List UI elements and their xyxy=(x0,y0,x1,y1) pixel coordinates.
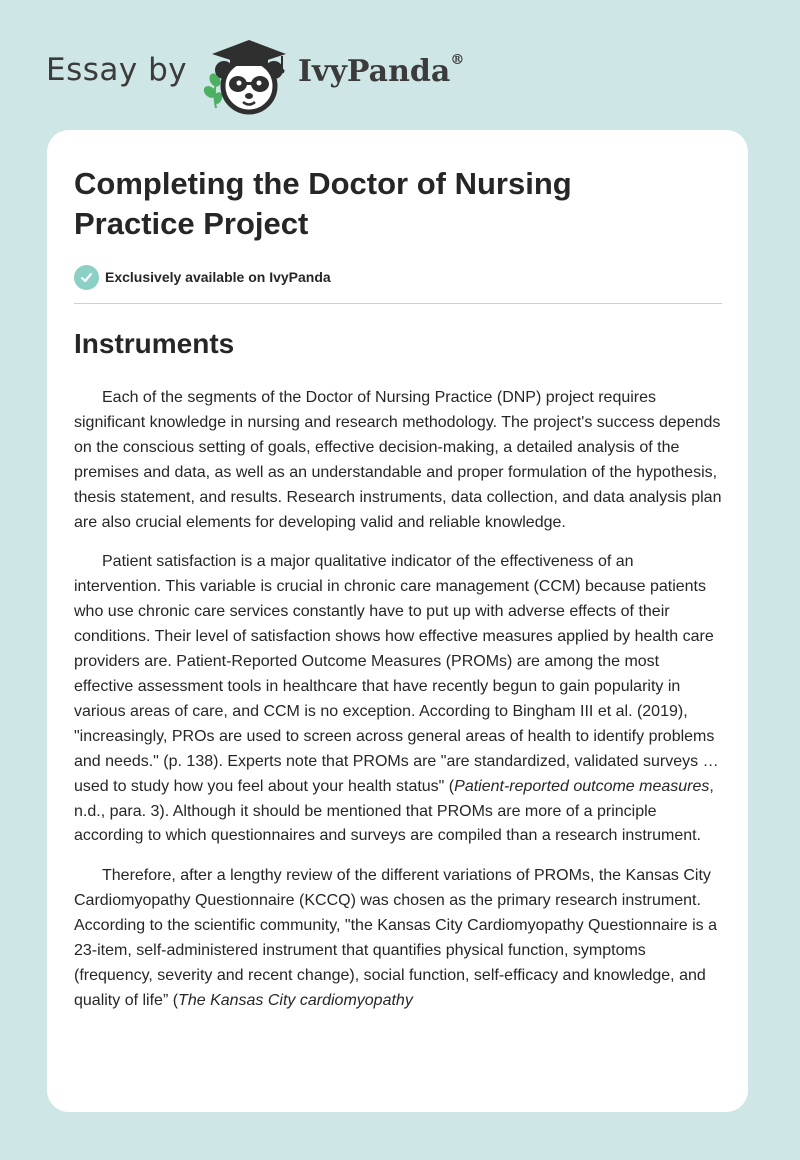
paragraph-3-text-before: Therefore, after a lengthy review of the different variations of PROMs, the Kansas City Cardiomyopathy Questionnaire (KCCQ) was chosen as the primary research instrument. According to the scientific community, "the Kansas City Cardiomyopathy Questionnaire is a 23-item, self-administered instrument that quantifies physical function, symptoms (frequency, severity and recent change), social function, self-efficacy and knowledge, and quality of life” ( xyxy=(74,867,718,1009)
paragraph-2-citation-title: Patient-reported outcome measures xyxy=(454,777,710,795)
paragraph-2-text-before: Patient satisfaction is a major qualitative indicator of the effectiveness of an intervention. This variable is crucial in chronic care management (CCM) because patients who use chronic care services constantly have to put up with adverse effects of their conditions. Their level of satisfaction shows how effective measures applied by health care providers are. Patient-Reported Outcome Measures (PROMs) are among the most effective assessment tools in healthcare that have recently begun to gain popularity in various areas of care, and CCM is no exception. According to Bingham III et al. (2019), "increasingly, PROs are used to screen across general areas of health to identify problems and needs." (p. 138). Experts note that PROMs are "are standardized, validated surveys … used to study how you feel about your health status" ( xyxy=(74,553,719,795)
essay-by-label: Essay by xyxy=(46,52,188,88)
essay-title: Completing the Doctor of Nursing Practice Project xyxy=(74,166,572,241)
check-circle-icon xyxy=(74,265,99,290)
brand-name: IvyPanda xyxy=(298,54,451,89)
paragraph-3 xyxy=(74,864,722,1013)
section-heading: Instruments xyxy=(74,328,235,359)
paragraph-1 xyxy=(74,386,722,535)
registered-mark: ® xyxy=(450,52,465,68)
card-bottom-mask xyxy=(47,1030,748,1112)
exclusive-badge-label: Exclusively available on IvyPanda xyxy=(105,269,331,285)
essay-body xyxy=(74,386,722,1029)
paragraph-3-citation-title: The Kansas City cardiomyopathy xyxy=(178,991,413,1009)
brand-logo[interactable] xyxy=(298,54,464,89)
panda-graduate-icon[interactable] xyxy=(202,36,292,116)
paragraph-2-text-after: , n.d., para. 3). Although it should be mentioned that PROMs are more of a principle according to which questionnaires and surveys are compiled than a research instrument. xyxy=(74,777,714,845)
paragraph-1-text: Each of the segments of the Doctor of Nursing Practice (DNP) project requires significant knowledge in nursing and research methodology. The project's success depends on the conscious setting of goals, effective decision-making, a detailed analysis of the premises and data, as well as an understandable and proper formulation of the hypothesis, thesis statement, and results. Research instruments, data collection, and data analysis plan are also crucial elements for developing valid and reliable knowledge. xyxy=(74,389,722,531)
essay-card xyxy=(47,130,748,1112)
title-divider xyxy=(74,303,722,304)
site-header xyxy=(46,28,506,118)
exclusive-badge xyxy=(74,264,331,290)
paragraph-2 xyxy=(74,550,722,849)
